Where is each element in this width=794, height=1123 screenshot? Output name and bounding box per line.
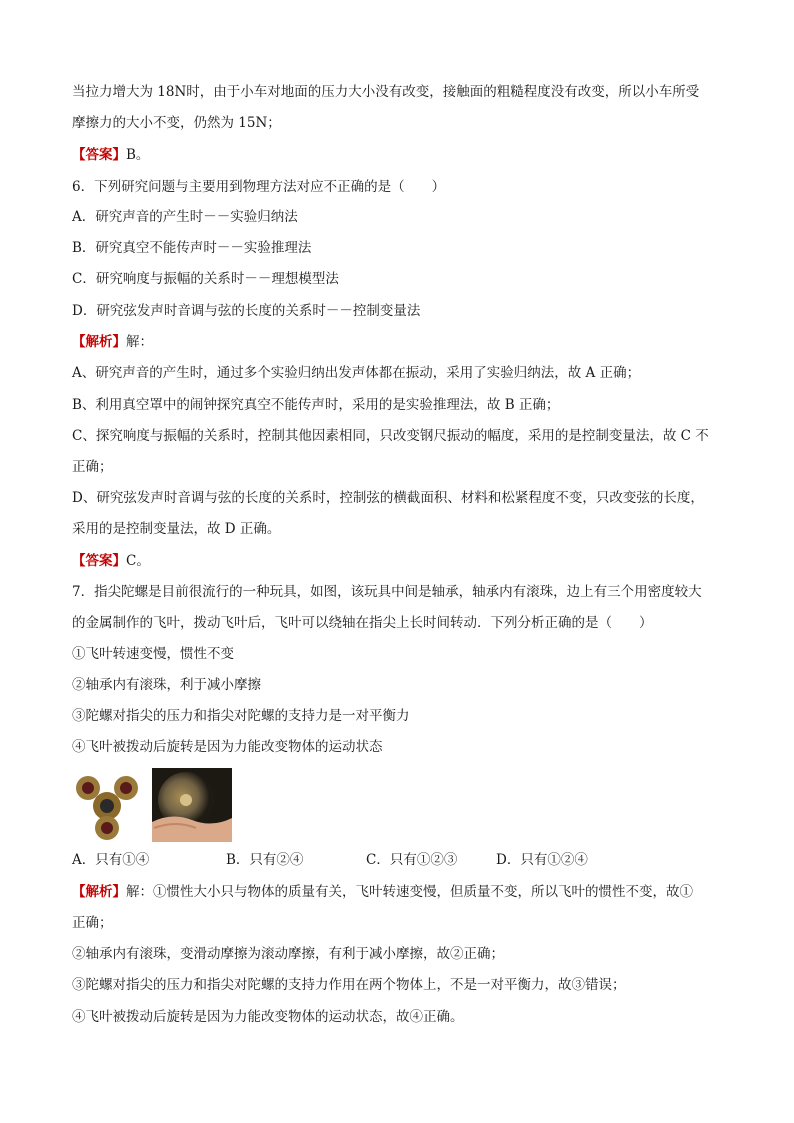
- text-line: B、利用真空罩中的闹钟探究真空不能传声时，采用的是实验推理法，故 B 正确；: [72, 397, 560, 413]
- text-line: 正确；: [72, 915, 113, 931]
- fidget-spinner-image: [72, 768, 142, 842]
- answer-text: B。: [126, 147, 150, 163]
- option-c: C．只有①②③: [366, 852, 458, 868]
- options-row: [72, 850, 588, 870]
- answer-tag: 【答案】: [72, 147, 126, 163]
- statement-line: ④飞叶被拨动后旋转是因为力能改变物体的运动状态: [72, 739, 383, 755]
- analysis-text: 解：: [126, 334, 153, 350]
- option-b: B．只有②④: [226, 852, 304, 868]
- answer-line: [72, 551, 150, 571]
- statement-line: ②轴承内有滚珠，利于减小摩擦: [72, 677, 261, 693]
- spinning-spinner-photo: [152, 768, 232, 842]
- text-line: A、研究声音的产生时，通过多个实验归纳出发声体都在振动，采用了实验归纳法，故 A 正确；: [72, 365, 641, 381]
- text-line: 摩擦力的大小不变，仍然为 15N；: [72, 115, 281, 131]
- text-line: 正确；: [72, 459, 113, 475]
- analysis-line: [72, 332, 153, 352]
- option-d: D．只有①②④: [496, 852, 588, 868]
- option-line: B．研究真空不能传声时－－实验推理法: [72, 240, 312, 256]
- option-a: A．只有①④: [72, 852, 150, 868]
- option-line: A．研究声音的产生时－－实验归纳法: [72, 209, 298, 225]
- statement-line: ③陀螺对指尖的压力和指尖对陀螺的支持力是一对平衡力: [72, 708, 410, 724]
- answer-text: C。: [126, 553, 150, 569]
- text-line: ③陀螺对指尖的压力和指尖对陀螺的支持力作用在两个物体上，不是一对平衡力，故③错误；: [72, 977, 626, 993]
- question-7-cont: 的金属制作的飞叶，拨动飞叶后，飞叶可以绕轴在指尖上长时间转动．下列分析正确的是（ ）: [72, 615, 653, 631]
- analysis-tag: 【解析】: [72, 334, 126, 350]
- option-line: D．研究弦发声时音调与弦的长度的关系时－－控制变量法: [72, 303, 421, 319]
- analysis-text: 解：①惯性大小只与物体的质量有关，飞叶转速变慢，但质量不变，所以飞叶的惯性不变，故①: [126, 884, 693, 900]
- text-line: ②轴承内有滚珠，变滑动摩擦为滚动摩擦，有利于减小摩擦，故②正确；: [72, 946, 504, 962]
- analysis-line: [72, 882, 693, 902]
- text-line: D、研究弦发声时音调与弦的长度的关系时，控制弦的横截面积、材料和松紧程度不变，只改变弦的长度，: [72, 490, 704, 506]
- statement-line: ①飞叶转速变慢，惯性不变: [72, 646, 234, 662]
- text-line: ④飞叶被拨动后旋转是因为力能改变物体的运动状态，故④正确。: [72, 1009, 464, 1025]
- question-7: 7．指尖陀螺是目前很流行的一种玩具，如图，该玩具中间是轴承，轴承内有滚珠，边上有三个用密度较大: [72, 584, 702, 600]
- analysis-tag: 【解析】: [72, 884, 126, 900]
- answer-line: [72, 145, 149, 165]
- text-line: 采用的是控制变量法，故 D 正确。: [72, 521, 281, 537]
- text-line: 当拉力增大为 18N时，由于小车对地面的压力大小没有改变，接触面的粗糙程度没有改变，所以小车所受: [72, 84, 700, 100]
- answer-tag: 【答案】: [72, 553, 126, 569]
- question-6: 6．下列研究问题与主要用到物理方法对应不正确的是（ ）: [72, 179, 446, 195]
- option-line: C．研究响度与振幅的关系时－－理想模型法: [72, 271, 339, 287]
- text-line: C、探究响度与振幅的关系时，控制其他因素相同，只改变钢尺振动的幅度，采用的是控制变量法，故 C 不: [72, 428, 709, 444]
